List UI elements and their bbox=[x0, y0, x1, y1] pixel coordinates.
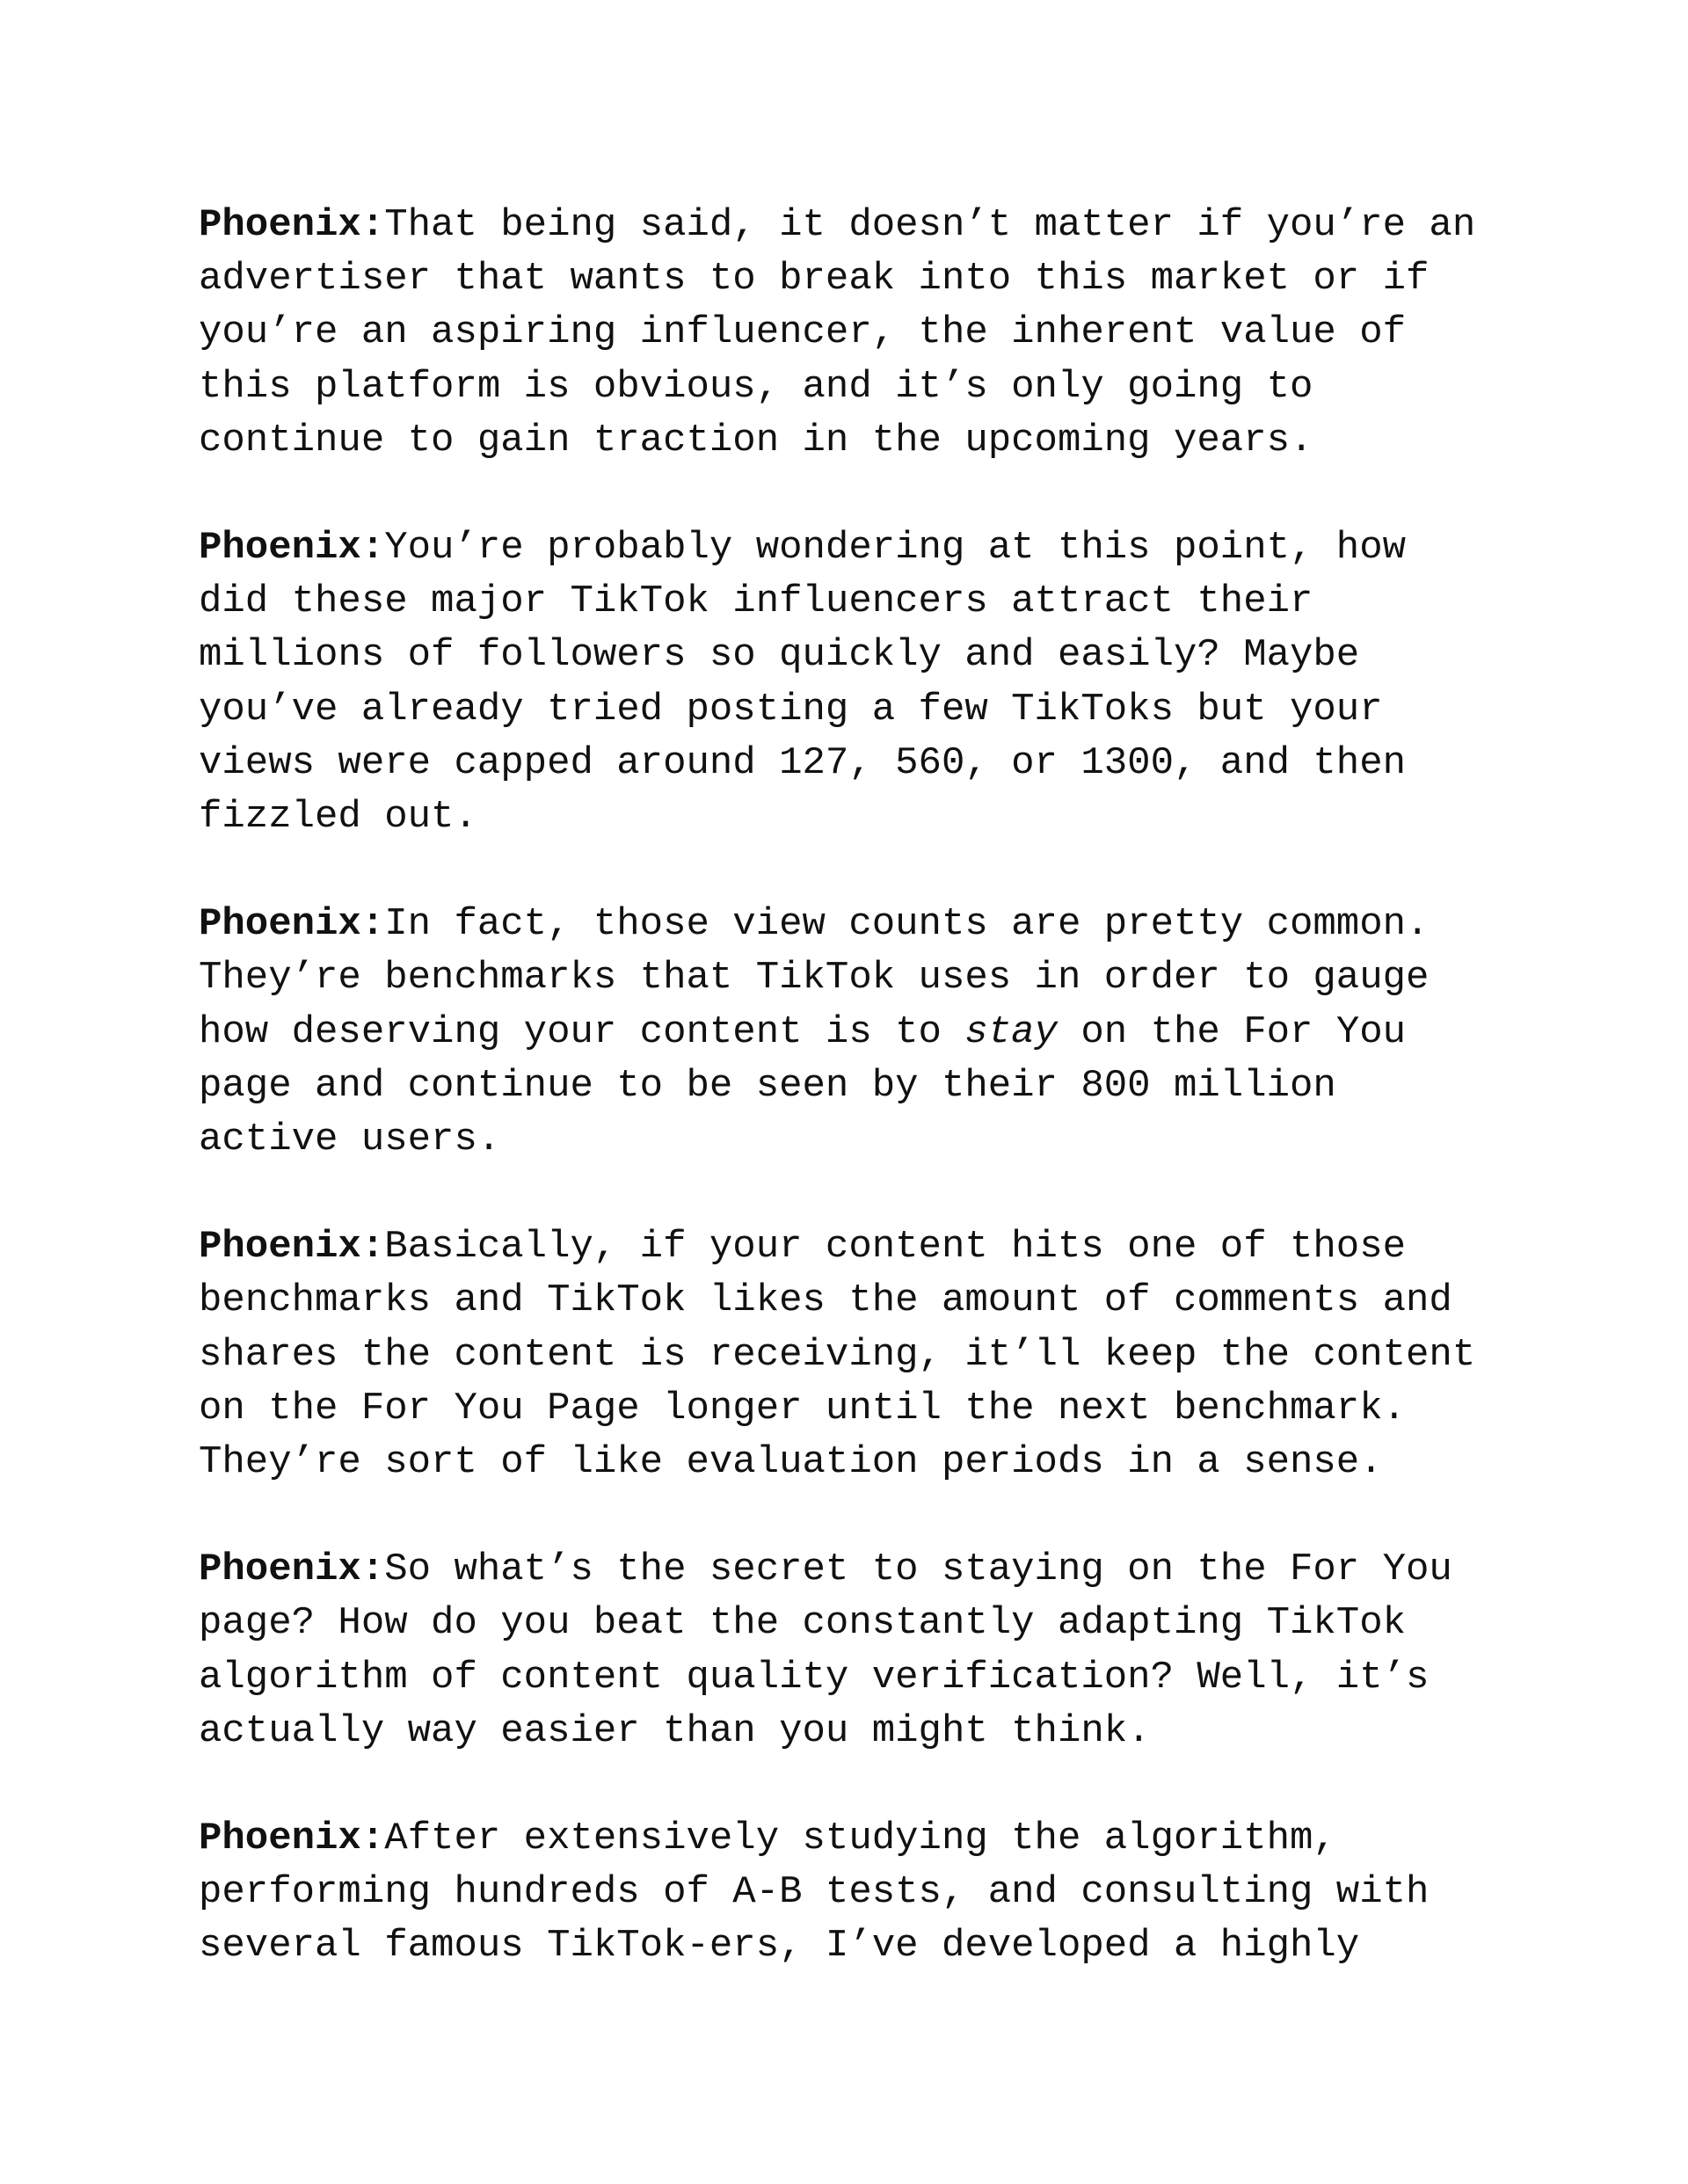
paragraph-line: actually way easier than you might think. bbox=[199, 1708, 1151, 1753]
paragraph-line: So what’s the secret to staying on the For You bbox=[384, 1547, 1452, 1592]
paragraph-line: page and continue to be seen by their 800 million bbox=[199, 1063, 1336, 1108]
paragraph-line: You’re probably wondering at this point, how bbox=[384, 526, 1407, 571]
speaker-label: Phoenix: bbox=[199, 526, 385, 571]
paragraph-line: Basically, if your content hits one of those bbox=[384, 1225, 1407, 1270]
speaker-label: Phoenix: bbox=[199, 1816, 385, 1861]
paragraph-line: on the For You Page longer until the next benchmark. bbox=[199, 1386, 1407, 1431]
paragraph-line: They’re benchmarks that TikTok uses in order to gauge bbox=[199, 956, 1430, 1001]
paragraph-line: you’ve already tried posting a few TikToks but your bbox=[199, 687, 1383, 732]
paragraph-line: algorithm of content quality verification? Well, it’s bbox=[199, 1655, 1430, 1700]
dialogue-paragraph bbox=[199, 1543, 1509, 1758]
speaker-label: Phoenix: bbox=[199, 1225, 385, 1270]
paragraph-line: shares the content is receiving, it’ll keep the content bbox=[199, 1332, 1476, 1377]
paragraph-line: how deserving your content is to bbox=[199, 1009, 965, 1054]
paragraph-line: millions of followers so quickly and easily? Maybe bbox=[199, 633, 1360, 678]
paragraph-line: performing hundreds of A-B tests, and consulting with bbox=[199, 1870, 1430, 1915]
paragraph-line: benchmarks and TikTok likes the amount of comments and bbox=[199, 1278, 1452, 1323]
paragraph-line: They’re sort of like evaluation periods in a sense. bbox=[199, 1440, 1383, 1485]
paragraph-line: active users. bbox=[199, 1117, 501, 1162]
document-body bbox=[199, 199, 1509, 2027]
paragraph-line: you’re an aspiring influencer, the inherent value of bbox=[199, 310, 1407, 355]
paragraph-line: did these major TikTok influencers attract their bbox=[199, 579, 1313, 624]
paragraph-line: continue to gain traction in the upcoming years. bbox=[199, 418, 1313, 462]
paragraph-line: several famous TikTok-ers, I’ve developed a highly bbox=[199, 1924, 1360, 1969]
emphasized-word: stay bbox=[964, 1009, 1058, 1054]
paragraph-line: views were capped around 127, 560, or 1300, and then bbox=[199, 740, 1407, 785]
paragraph-line: fizzled out. bbox=[199, 795, 477, 840]
paragraph-line: this platform is obvious, and it’s only going to bbox=[199, 364, 1313, 409]
dialogue-paragraph bbox=[199, 898, 1509, 1167]
speaker-label: Phoenix: bbox=[199, 902, 385, 947]
dialogue-paragraph bbox=[199, 199, 1509, 468]
paragraph-line: advertiser that wants to break into this market or if bbox=[199, 257, 1430, 302]
dialogue-paragraph bbox=[199, 1220, 1509, 1489]
paragraph-line: on the For You bbox=[1057, 1009, 1407, 1054]
paragraph-line: That being said, it doesn’t matter if you’re an bbox=[384, 203, 1476, 247]
speaker-label: Phoenix: bbox=[199, 1547, 385, 1592]
dialogue-paragraph bbox=[199, 521, 1509, 844]
paragraph-line: After extensively studying the algorithm, bbox=[384, 1816, 1336, 1861]
speaker-label: Phoenix: bbox=[199, 203, 385, 247]
paragraph-line: page? How do you beat the constantly adapting TikTok bbox=[199, 1601, 1407, 1646]
dialogue-paragraph bbox=[199, 1812, 1509, 1974]
paragraph-line: In fact, those view counts are pretty common. bbox=[384, 902, 1430, 947]
